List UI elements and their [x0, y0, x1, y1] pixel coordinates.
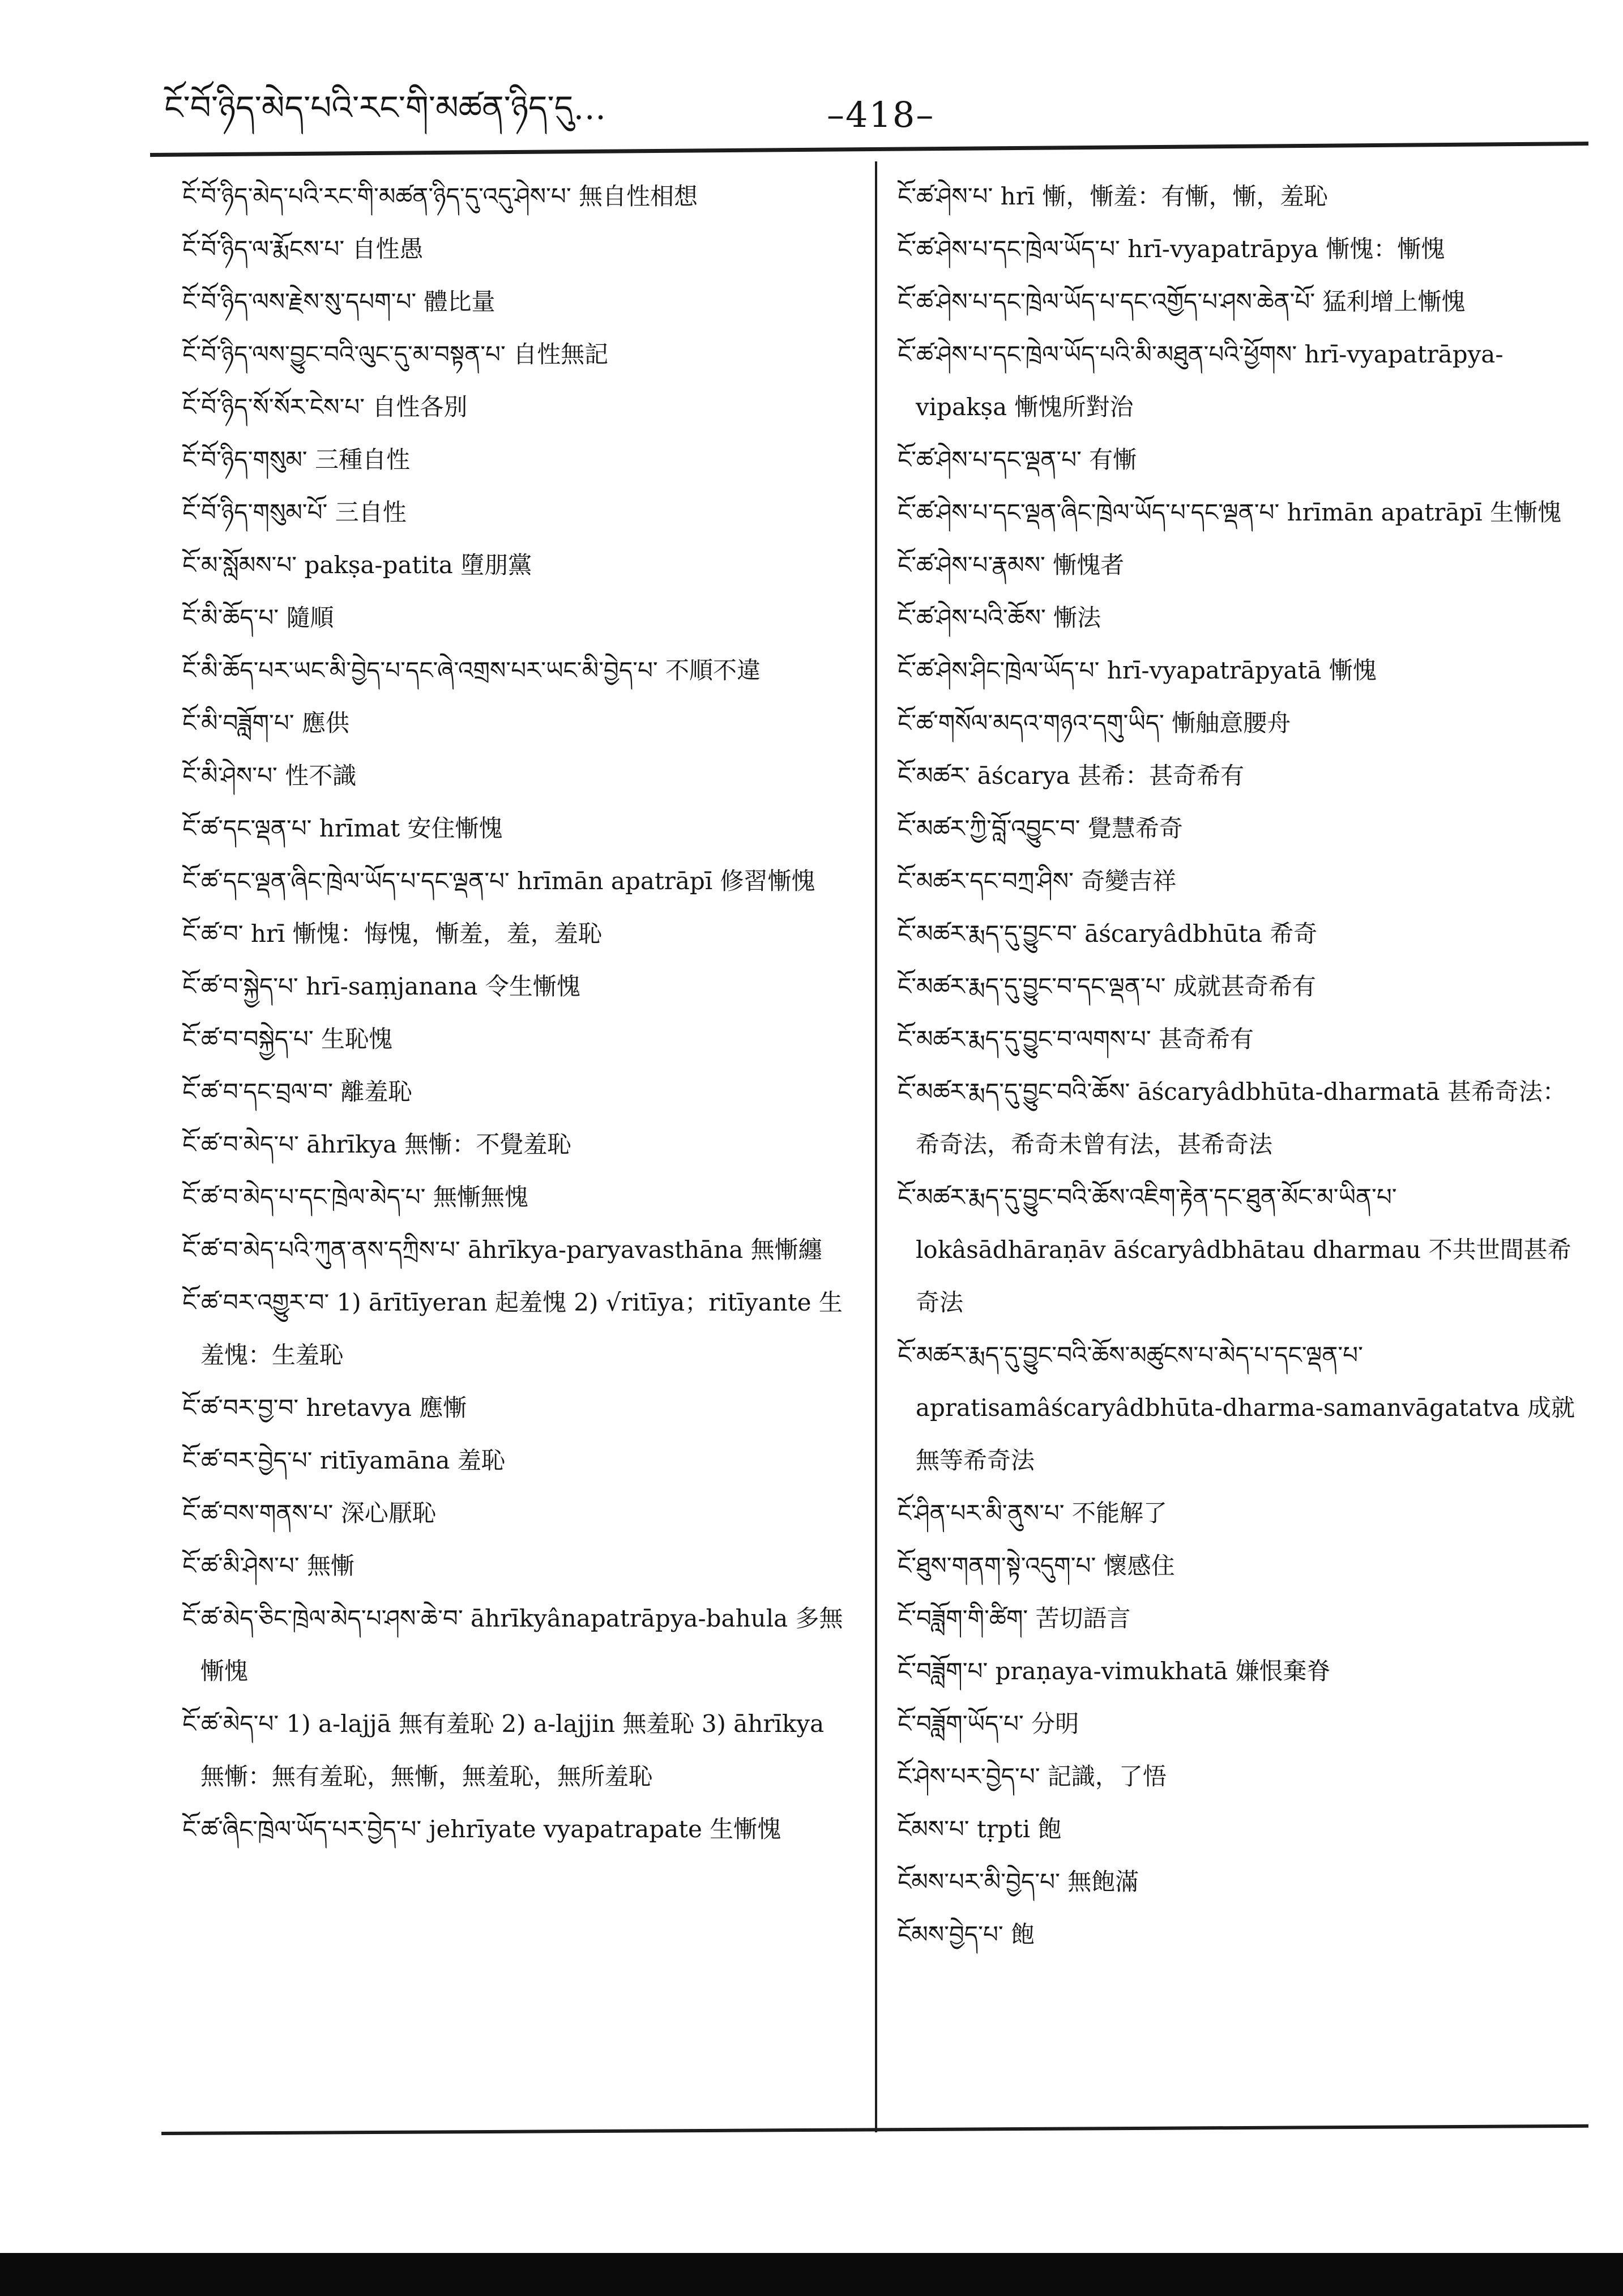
dictionary-entry: ངོ་ཚ་ཤེས་པ་རྣམས་ 慚愧者	[898, 551, 1125, 579]
dictionary-entry: ངོ་མི་བཟློག་པ་ 應供	[182, 709, 349, 737]
dictionary-entry: ངོ་མཚར་ āścarya 甚希：甚奇希有	[898, 762, 1245, 789]
dictionary-entry: ངོ་ཚ་མེད་པ་ 1) a-lajjā 無有羞恥 2) a-lajjin 無羞恥 3) āhrīkya 無慚：無有羞恥，無慚，無羞恥，無所羞恥	[182, 1710, 825, 1790]
dictionary-entry: ངོ་མི་ཆོད་པ་ 隨順	[182, 604, 334, 631]
page-header	[164, 85, 1569, 147]
dictionary-entry: ངོ་བོ་ཉིད་ལས་རྗེས་སུ་དཔག་པ་ 體比量	[182, 288, 496, 315]
scan-edge-bar	[0, 2253, 1623, 2296]
dictionary-entry: ངོ་ཚ་ཤེས་པ་དང་ལྡན་པ་ 有慚	[898, 446, 1137, 473]
dictionary-entry: ངོ་ཚ་ཤེས་པ་དང་ཁྲེལ་ཡོད་པ་དང་འགྱོད་པ་ཤས་ཆེན་པོ་ 猛利增上慚愧	[898, 288, 1466, 315]
dictionary-entry: ངོ་མཚར་དང་བཀྲ་ཤིས་ 奇變吉祥	[898, 867, 1177, 895]
dictionary-entry: ངོ་ཚ་བ་བསྐྱེད་པ་ 生恥愧	[182, 1025, 393, 1053]
dictionary-entry: ངོ་མཚར་རྨད་དུ་བྱུང་བ་ āścaryâdbhūta 希奇	[898, 920, 1318, 948]
dictionary-entry: ངོ་བཟློག་ཡོད་པ་ 分明	[898, 1710, 1079, 1738]
dictionary-entry: ངོ་ཚ་དང་ལྡན་ཞིང་ཁྲེལ་ཡོད་པ་དང་ལྡན་པ་ hrīmān apatrāpī 修習慚愧	[182, 867, 815, 895]
dictionary-entry: ངོ་ཚ་བ་ hrī 慚愧：悔愧，慚羞，羞，羞恥	[182, 920, 602, 948]
dictionary-entry: ངོ་མཚར་རྨད་དུ་བྱུང་བའི་ཆོས་ āścaryâdbhūta-dharmatā 甚希奇法：希奇法，希奇未曾有法，甚希奇法	[898, 1078, 1566, 1158]
dictionary-entry: ངོ་ཚ་བ་མེད་པ་ āhrīkya 無慚：不覺羞恥	[182, 1130, 571, 1158]
dictionary-entry: ངོ་ཚ་ཞིང་ཁྲེལ་ཡོད་པར་བྱེད་པ་ jehrīyate vyapatrapate 生慚愧	[182, 1815, 781, 1843]
dictionary-entry: ངོ་བོ་ཉིད་ལས་བྱུང་བའི་ལུང་དུ་མ་བསྟན་པ་ 自性無記	[182, 340, 609, 368]
dictionary-entry: ངོ་ཚ་བས་གནས་པ་ 深心厭恥	[182, 1499, 436, 1527]
dictionary-entry: ངོ་བོ་ཉིད་གསུམ་ 三種自性	[182, 446, 410, 473]
dictionary-entry: ངོ་བཟློག་གི་ཚིག་ 苦切語言	[898, 1604, 1131, 1632]
dictionary-entry: ངོ་ཚ་དང་ལྡན་པ་ hrīmat 安住慚愧	[182, 814, 503, 842]
dictionary-entry: ངོ་ཚ་བ་དང་བྲལ་བ་ 離羞恥	[182, 1078, 412, 1106]
dictionary-entry: ངོ་ཚ་བར་འགྱུར་བ་ 1) ārītīyeran 起羞愧 2) √ritīya；ritīyante 生羞愧：生羞恥	[182, 1288, 843, 1369]
dictionary-entry: ངོ་ཚ་ཤེས་ཤིང་ཁྲེལ་ཡོད་པ་ hrī-vyapatrāpyatā 慚愧	[898, 656, 1377, 684]
dictionary-entry: ངོ་ཚ་བ་མེད་པའི་ཀུན་ནས་དཀྲིས་པ་ āhrīkya-paryavasthāna 無慚纏	[182, 1236, 822, 1264]
dictionary-entry: ངོ་ཚ་བ་སྐྱེད་པ་ hrī-saṃjanana 令生慚愧	[182, 972, 580, 1000]
dictionary-entry: ངོ་བོ་ཉིད་མེད་པའི་རང་གི་མཚན་ཉིད་དུ་འདུ་ཤེས་པ་ 無自性相想	[182, 182, 698, 210]
dictionary-entry: ངོ་མཚར་ཀྱི་བློ་འབྱུང་བ་ 覺慧希奇	[898, 814, 1183, 842]
running-head: ངོ་བོ་ཉིད་མེད་པའི་རང་གི་མཚན་ཉིད་དུ…	[164, 88, 607, 127]
dictionary-entry: ངོ་ཚ་ཤེས་པ་ hrī 慚，慚羞：有慚，慚，羞恥	[898, 182, 1328, 210]
dictionary-entry: ངོ་མི་ཆོད་པར་ཡང་མི་བྱེད་པ་དང་ཞེ་འགྲས་པར་ཡང་མི་བྱེད་པ་ 不順不違	[182, 656, 761, 684]
dictionary-entry: ངོ་ཚ་ཤེས་པ་དང་ཁྲེལ་ཡོད་པ་ hrī-vyapatrāpya 慚愧：慚愧	[898, 235, 1445, 263]
dictionary-entry: ངོ་ཚ་མི་ཤེས་པ་ 無慚	[182, 1552, 355, 1580]
dictionary-entry: ངོ་ཚ་གསོལ་མདའ་གཉའ་དགུ་ཡིད་ 慚舳意腰舟	[898, 709, 1291, 737]
dictionary-entry: ངོ་ཚ་བར་བྱེད་པ་ ritīyamāna 羞恥	[182, 1446, 505, 1474]
dictionary-entry: ངོ་ཐུས་གནག་སྟེ་འདུག་པ་ 懷感住	[898, 1552, 1175, 1580]
dictionary-entry: ངོ་མི་ཤེས་པ་ 性不識	[182, 762, 357, 789]
dictionary-entry: ངོམས་བྱེད་པ་ 飽	[898, 1921, 1035, 1948]
dictionary-entry: ངོ་མཚར་རྨད་དུ་བྱུང་བའི་ཆོས་མཚུངས་པ་མེད་པ་དང་ལྡན་པ་ apratisamâścaryâdbhūta-dharma-samanvāgatatva 成就無等希奇法	[898, 1341, 1575, 1474]
left-column	[182, 170, 851, 2118]
dictionary-entry: ངོ་མཚར་རྨད་དུ་བྱུང་བ་ལགས་པ་ 甚奇希有	[898, 1025, 1254, 1053]
page-number: –418–	[827, 94, 935, 135]
dictionary-entry: ངོ་མ་སློམས་པ་ pakṣa-patita 墮朋黨	[182, 551, 532, 579]
dictionary-entry: ངོ་ཚ་བ་མེད་པ་དང་ཁྲེལ་མེད་པ་ 無慚無愧	[182, 1183, 528, 1211]
dictionary-entry: ངོ་ཤིན་པར་མི་ནུས་པ་ 不能解了	[898, 1499, 1167, 1527]
column-divider	[875, 161, 877, 2132]
dictionary-entry: ངོ་ཚ་ཤེས་པ་དང་ཁྲེལ་ཡོད་པའི་མི་མཐུན་པའི་ཕྱོགས་ hrī-vyapatrāpya-vipakṣa 慚愧所對治	[898, 340, 1504, 421]
dictionary-entry: ངོ་བོ་ཉིད་གསུམ་པོ་ 三自性	[182, 498, 407, 526]
dictionary-entry: ངོ་མཚར་རྨད་དུ་བྱུང་བའི་ཆོས་འཇིག་རྟེན་དང་ཐུན་མོང་མ་ཡིན་པ་ lokâsādhāraṇāv āścaryâdbhātau dharmau 不共世間甚希奇法	[898, 1183, 1571, 1316]
dictionary-entry: ངོམས་པ་ tṛpti 飽	[898, 1815, 1062, 1843]
dictionary-entry: ངོ་ཚ་ཤེས་པ་དང་ལྡན་ཞིང་ཁྲེལ་ཡོད་པ་དང་ལྡན་པ་ hrīmān apatrāpī 生慚愧	[898, 498, 1562, 526]
dictionary-entry: ངོ་ཤེས་པར་བྱེད་པ་ 記識，了悟	[898, 1762, 1167, 1790]
dictionary-entry: ངོ་མཚར་རྨད་དུ་བྱུང་བ་དང་ལྡན་པ་ 成就甚奇希有	[898, 972, 1316, 1000]
dictionary-entry: ངོ་བཟློག་པ་ praṇaya-vimukhatā 嫌恨棄脊	[898, 1657, 1331, 1685]
dictionary-entry: ངོ་བོ་ཉིད་ལ་རྨོངས་པ་ 自性愚	[182, 235, 424, 263]
right-column	[898, 170, 1584, 2118]
dictionary-entry: ངོ་ཚ་ཤེས་པའི་ཆོས་ 慚法	[898, 604, 1101, 631]
dictionary-entry: ངོ་ཚ་མེད་ཅིང་ཁྲེལ་མེད་པ་ཤས་ཆེ་བ་ āhrīkyânapatrāpya-bahula 多無慚愧	[182, 1604, 843, 1685]
dictionary-entry: ངོ་བོ་ཉིད་སོ་སོར་ངེས་པ་ 自性各別	[182, 393, 468, 421]
dictionary-entry: ངོམས་པར་མི་བྱེད་པ་ 無飽滿	[898, 1868, 1139, 1896]
dictionary-entry: ངོ་ཚ་བར་བྱ་བ་ hretavya 應慚	[182, 1394, 467, 1422]
